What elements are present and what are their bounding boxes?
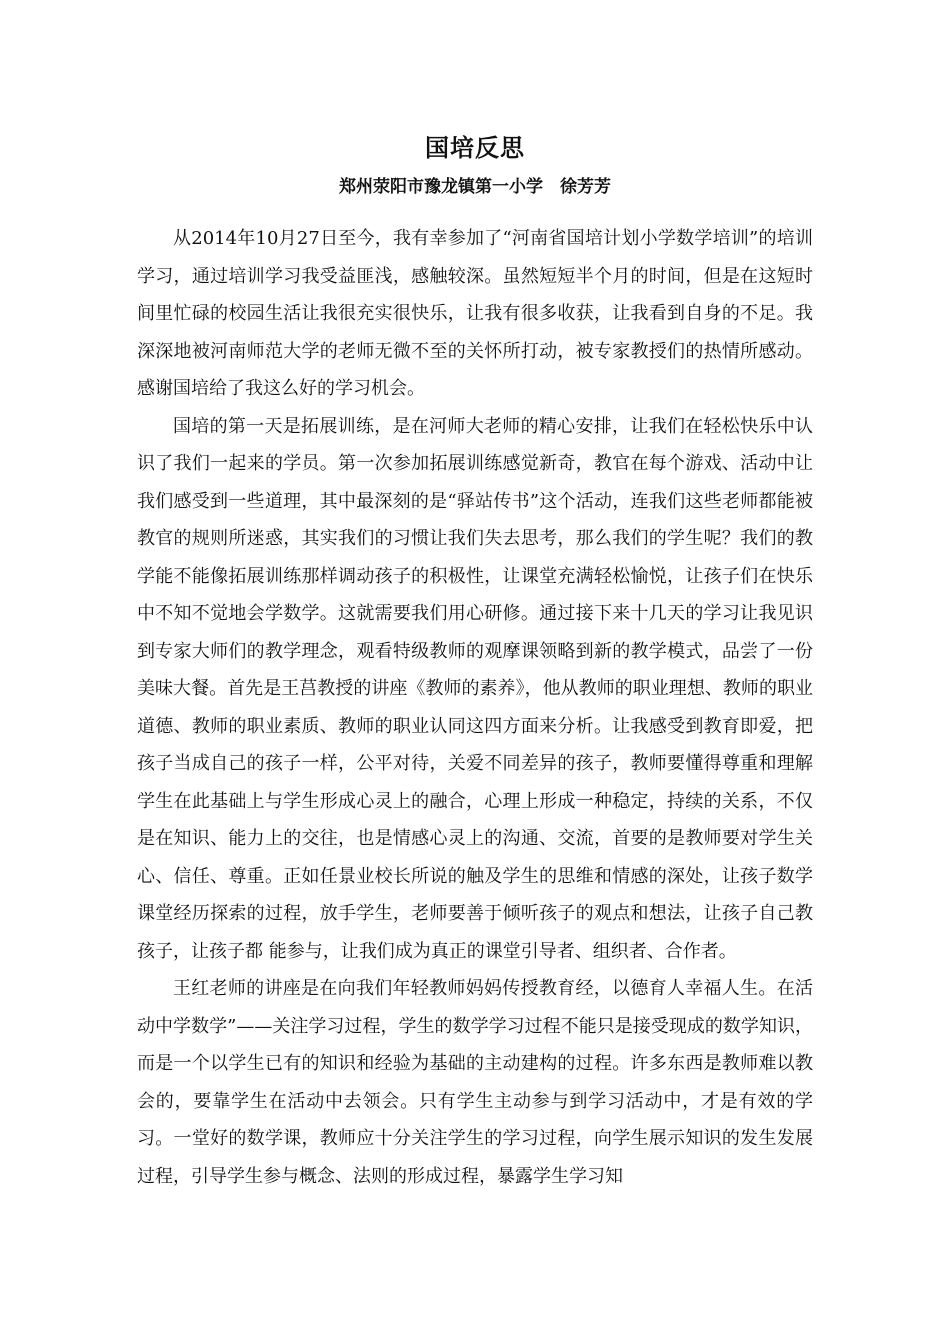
paragraph-2: 国培的第一天是拓展训练，是在河师大老师的精心安排，让我们在轻松快乐中认识了我们一起来的学员。第一次参加拓展训练感觉新奇，教官在每个游戏、活动中让我们感受到一些道理，其中最深刻的是“驿站传书”这个活动，连我们这些老师都能被教官的规则所迷惑，其实我们的习惯让我们失去思考，那么我们的学生呢？我们的教学能不能像拓展训练那样调动孩子的积极性，让课堂充满轻松愉悦，让孩子们在快乐中不知不觉地会学数学。这就需要我们用心研修。通过接下来十几天的学习让我见识到专家大师们的教学理念，观看特级教师的观摩课领略到新的教学模式，品尝了一份美味大餐。首先是王莒教授的讲座《教师的素养》，他从教师的职业理想、教师的职业道德、教师的职业素质、教师的职业认同这四方面来分析。让我感受到教育即爱，把孩子当成自己的孩子一样，公平对待，关爱不同差异的孩子，教师要懂得尊重和理解学生在此基础上与学生形成心灵上的融合，心理上形成一种稳定，持续的关系，不仅是在知识、能力上的交往，也是情感心灵上的沟通、交流，首要的是教师要对学生关心、信任、尊重。正如任景业校长所说的触及学生的思维和情感的深处，让孩子数学课堂经历探索的过程，放手学生，老师要善于倾听孩子的观点和想法，让孩子自己教孩子，让孩子都 能参与，让我们成为真正的课堂引导者、组织者、合作者。 bbox=[137, 415, 813, 962]
paragraph-3: 王红老师的讲座是在向我们年轻教师妈妈传授教育经，以德育人幸福人生。在活动中学数学”——关注学习过程，学生的数学学习过程不能只是接受现成的数学知识，而是一个以学生已有的知识和经验为基础的主动建构的过程。许多东西是教师难以教会的，要靠学生在活动中去领会。只有学生主动参与到学习活动中，才是有效的学习。一堂好的数学课，教师应十分关注学生的学习过程，向学生展示知识的发生发展过程，引导学生参与概念、法则的形成过程，暴露学生学习知 bbox=[137, 978, 813, 1187]
paragraph-1: 从2014年10月27日至今，我有幸参加了“河南省国培计划小学数学培训”的培训学习，通过培训学习我受益匪浅，感触较深。虽然短短半个月的时间，但是在这短时间里忙碌的校园生活让我很充实很快乐，让我有很多收获，让我看到自身的不足。我深深地被河南师范大学的老师无微不至的关怀所打动，被专家教授们的热情所感动。感谢国培给了我这么好的学习机会。 bbox=[137, 228, 813, 399]
document-subtitle: 郑州荥阳市豫龙镇第一小学 徐芳芳 bbox=[339, 177, 611, 197]
document-body bbox=[137, 220, 813, 1195]
document-title: 国培反思 bbox=[425, 134, 525, 162]
